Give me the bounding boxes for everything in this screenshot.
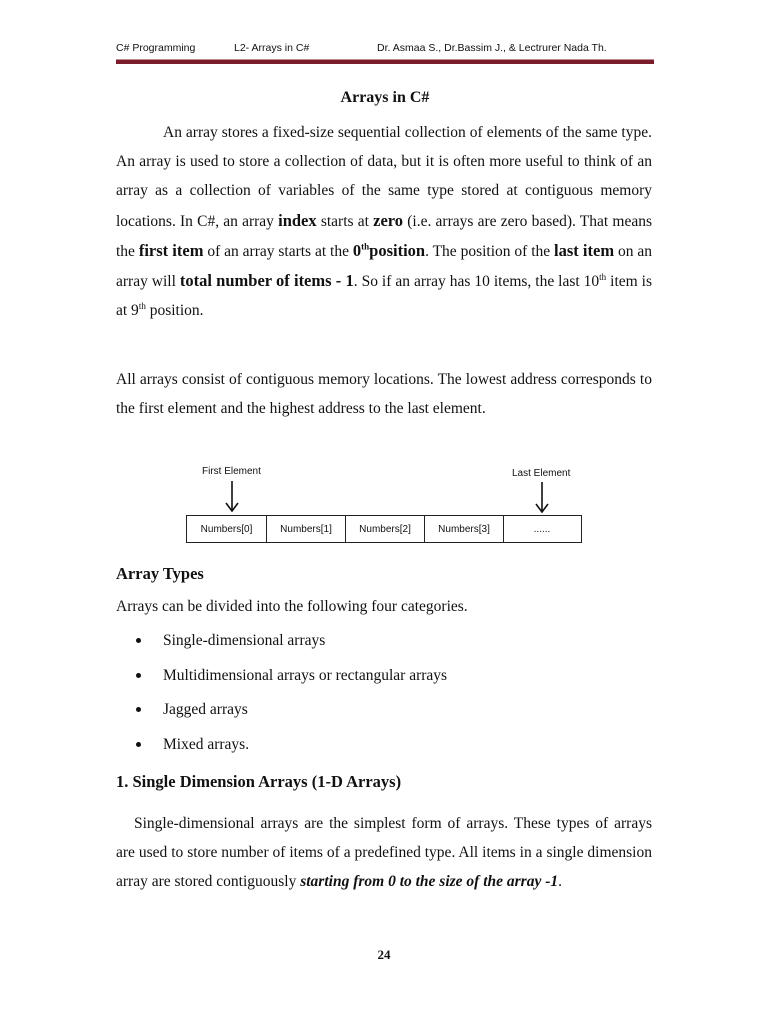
term-total-minus-one: total number of items - 1: [179, 271, 354, 291]
term-zero-position: 0thposition: [352, 240, 426, 260]
memory-paragraph: All arrays consist of contiguous memory locations. The lowest address corresponds to the first element and the highest address to the last element.: [116, 371, 652, 418]
array-cell: Numbers[3]: [425, 516, 504, 542]
array-types-list: [136, 632, 447, 771]
term-index: index: [278, 210, 317, 230]
array-cell: ......: [533, 523, 551, 535]
array-types-intro: Arrays can be divided into the following four categories.: [116, 598, 468, 615]
bullet-icon: [136, 638, 141, 643]
list-item: Mixed arrays.: [136, 736, 447, 771]
header-authors: Dr. Asmaa S., Dr.Bassim J., & Lectrurer Nada Th.: [377, 42, 607, 54]
array-cell: Numbers[1]: [267, 516, 346, 542]
list-item: Single-dimensional arrays: [136, 632, 447, 667]
page-number: 24: [377, 947, 391, 962]
header-course: C# Programming: [116, 42, 196, 54]
bullet-icon: [136, 673, 141, 678]
term-zero: zero: [373, 210, 404, 230]
term-last-item: last item: [554, 240, 615, 260]
array-cells: [186, 515, 582, 543]
bullet-icon: [136, 707, 141, 712]
header-lecture: L2- Arrays in C#: [234, 42, 310, 54]
last-element-label: Last Element: [512, 468, 571, 479]
emphasis-range: starting from 0 to the size of the array -1: [300, 873, 559, 891]
last-element-arrow-icon: [535, 482, 549, 514]
intro-paragraph: An array stores a fixed-size sequential collection of elements of the same type. An array is used to store a collection of data, but it is often more useful to think of an array as a collection of variables of the same type stored at contiguous memory locations. In C#, an array index starts at zero (i.e. arrays are zero based). That means the first item of an array starts at the 0thposition. The position of the last item on an array will total number of items - 1. So if an array has 10 items, the last 10th item is at 9th position.: [116, 124, 653, 320]
array-diagram: [186, 462, 586, 546]
term-first-item: first item: [138, 240, 204, 260]
list-item: Multidimensional arrays or rectangular arrays: [136, 667, 447, 702]
list-item: Jagged arrays: [136, 701, 447, 736]
array-cell: Numbers[0]: [187, 516, 267, 542]
page-title: Arrays in C#: [340, 89, 430, 106]
first-element-arrow-icon: [225, 481, 239, 513]
header-rule: [116, 59, 654, 64]
first-element-label: First Element: [202, 466, 261, 477]
single-dimension-paragraph: Single-dimensional arrays are the simplest form of arrays. These types of arrays are used to store number of items of a predefined type. All items in a single dimension array are stored contiguously starting from 0 to the size of the array -1.: [116, 815, 652, 891]
bullet-icon: [136, 742, 141, 747]
array-types-heading: Array Types: [116, 564, 204, 583]
single-dimension-heading: 1. Single Dimension Arrays (1-D Arrays): [116, 772, 402, 791]
array-cell: Numbers[2]: [346, 516, 425, 542]
